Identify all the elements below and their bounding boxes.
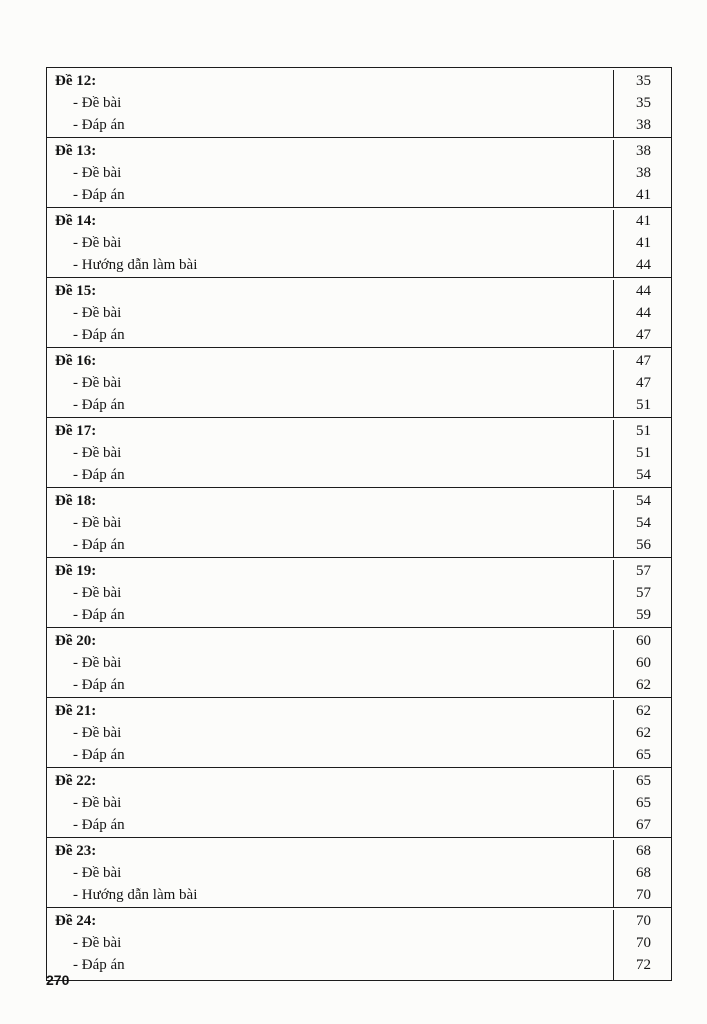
entry-page: 38 — [636, 165, 651, 181]
toc-section-heading — [47, 420, 671, 442]
entry-label: - Đề bài — [73, 445, 122, 461]
section-page: 65 — [636, 773, 651, 789]
section-title: Đề 18: — [55, 493, 97, 509]
section-title: Đề 17: — [55, 423, 97, 439]
entry-page: 60 — [636, 655, 651, 671]
entry-page: 51 — [636, 397, 651, 413]
entry-label: - Đề bài — [73, 725, 122, 741]
entry-label: - Đáp án — [73, 957, 125, 973]
entry-label: - Hướng dẫn làm bài — [73, 887, 198, 903]
toc-section-heading — [47, 840, 671, 862]
entry-page: 54 — [636, 515, 651, 531]
section-page: 38 — [636, 143, 651, 159]
entry-page: 70 — [636, 935, 651, 951]
section-page: 68 — [636, 843, 651, 859]
toc-section — [47, 560, 671, 628]
entry-label: - Đề bài — [73, 585, 122, 601]
toc-entry — [47, 302, 671, 324]
toc-entry — [47, 652, 671, 674]
toc-entry — [47, 372, 671, 394]
entry-page: 57 — [636, 585, 651, 601]
toc-section-heading — [47, 560, 671, 582]
toc-entry — [47, 722, 671, 744]
entry-page: 56 — [636, 537, 651, 553]
entry-label: - Đáp án — [73, 117, 125, 133]
toc-entry — [47, 512, 671, 534]
toc-section — [47, 210, 671, 278]
toc-entry — [47, 114, 671, 136]
toc-table — [46, 67, 672, 981]
section-page: 41 — [636, 213, 651, 229]
entry-label: - Đáp án — [73, 537, 125, 553]
toc-entry — [47, 162, 671, 184]
toc-entry — [47, 254, 671, 276]
section-title: Đề 23: — [55, 843, 97, 859]
entry-page: 65 — [636, 795, 651, 811]
section-page: 35 — [636, 73, 651, 89]
entry-label: - Đáp án — [73, 187, 125, 203]
toc-section — [47, 700, 671, 768]
section-title: Đề 15: — [55, 283, 97, 299]
entry-label: - Đề bài — [73, 865, 122, 881]
toc-entry — [47, 744, 671, 766]
toc-entry — [47, 92, 671, 114]
entry-label: - Đề bài — [73, 95, 122, 111]
entry-label: - Đề bài — [73, 235, 122, 251]
toc-entry — [47, 814, 671, 836]
toc-section — [47, 840, 671, 908]
toc-entry — [47, 932, 671, 954]
entry-page: 51 — [636, 445, 651, 461]
toc-entry — [47, 184, 671, 206]
toc-entry — [47, 604, 671, 626]
section-title: Đề 24: — [55, 913, 97, 929]
toc-entry — [47, 954, 671, 976]
entry-label: - Đề bài — [73, 375, 122, 391]
entry-page: 35 — [636, 95, 651, 111]
entry-page: 47 — [636, 327, 651, 343]
section-title: Đề 21: — [55, 703, 97, 719]
entry-page: 70 — [636, 887, 651, 903]
section-page: 57 — [636, 563, 651, 579]
entry-page: 38 — [636, 117, 651, 133]
entry-label: - Đáp án — [73, 397, 125, 413]
entry-page: 72 — [636, 957, 651, 973]
toc-section-heading — [47, 700, 671, 722]
toc-section — [47, 490, 671, 558]
toc-entry — [47, 324, 671, 346]
section-title: Đề 14: — [55, 213, 97, 229]
entry-page: 44 — [636, 257, 651, 273]
toc-entry — [47, 862, 671, 884]
entry-label: - Đề bài — [73, 795, 122, 811]
toc-section — [47, 630, 671, 698]
section-title: Đề 16: — [55, 353, 97, 369]
section-title: Đề 22: — [55, 773, 97, 789]
section-title: Đề 20: — [55, 633, 97, 649]
toc-entry — [47, 884, 671, 906]
toc-section — [47, 910, 671, 980]
entry-page: 47 — [636, 375, 651, 391]
toc-entry — [47, 582, 671, 604]
toc-section — [47, 280, 671, 348]
toc-entry — [47, 442, 671, 464]
toc-section-heading — [47, 490, 671, 512]
entry-label: - Đáp án — [73, 677, 125, 693]
toc-section — [47, 140, 671, 208]
section-title: Đề 12: — [55, 73, 97, 89]
toc-section-heading — [47, 630, 671, 652]
entry-label: - Hướng dẫn làm bài — [73, 257, 198, 273]
toc-entry — [47, 534, 671, 556]
toc-section — [47, 70, 671, 138]
section-page: 51 — [636, 423, 651, 439]
entry-page: 41 — [636, 235, 651, 251]
entry-label: - Đáp án — [73, 817, 125, 833]
entry-label: - Đề bài — [73, 935, 122, 951]
section-page: 44 — [636, 283, 651, 299]
entry-page: 54 — [636, 467, 651, 483]
page-number: 270 — [46, 972, 70, 988]
entry-label: - Đề bài — [73, 305, 122, 321]
toc-section — [47, 350, 671, 418]
entry-label: - Đáp án — [73, 327, 125, 343]
entry-label: - Đề bài — [73, 515, 122, 531]
section-page: 62 — [636, 703, 651, 719]
entry-label: - Đề bài — [73, 165, 122, 181]
section-page: 70 — [636, 913, 651, 929]
toc-entry — [47, 674, 671, 696]
entry-page: 44 — [636, 305, 651, 321]
entry-label: - Đề bài — [73, 655, 122, 671]
section-title: Đề 13: — [55, 143, 97, 159]
entry-page: 41 — [636, 187, 651, 203]
entry-label: - Đáp án — [73, 467, 125, 483]
toc-section-heading — [47, 910, 671, 932]
section-page: 54 — [636, 493, 651, 509]
toc-section-heading — [47, 350, 671, 372]
entry-page: 59 — [636, 607, 651, 623]
section-title: Đề 19: — [55, 563, 97, 579]
entry-label: - Đáp án — [73, 747, 125, 763]
entry-page: 62 — [636, 725, 651, 741]
entry-page: 65 — [636, 747, 651, 763]
toc-entry — [47, 232, 671, 254]
toc-section — [47, 770, 671, 838]
section-page: 47 — [636, 353, 651, 369]
toc-section-heading — [47, 70, 671, 92]
toc-section-heading — [47, 140, 671, 162]
toc-section-heading — [47, 210, 671, 232]
toc-section-heading — [47, 280, 671, 302]
entry-label: - Đáp án — [73, 607, 125, 623]
toc-section — [47, 420, 671, 488]
entry-page: 68 — [636, 865, 651, 881]
entry-page: 62 — [636, 677, 651, 693]
entry-page: 67 — [636, 817, 651, 833]
section-page: 60 — [636, 633, 651, 649]
toc-entry — [47, 792, 671, 814]
toc-section-heading — [47, 770, 671, 792]
toc-entry — [47, 464, 671, 486]
toc-entry — [47, 394, 671, 416]
